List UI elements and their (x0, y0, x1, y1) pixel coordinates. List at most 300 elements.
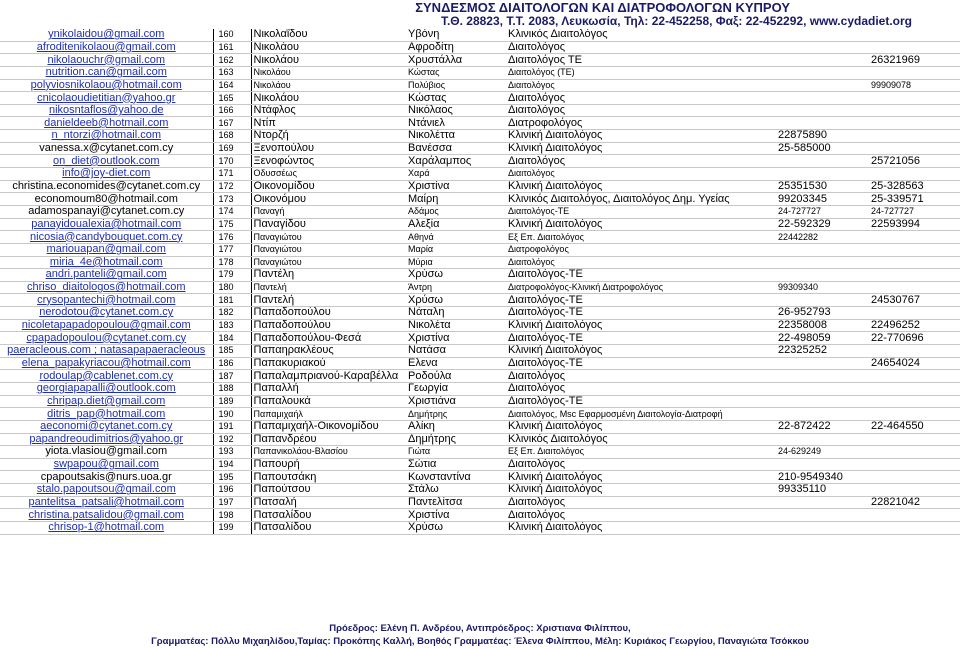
surname-cell: Ξενοπούλου (251, 142, 406, 155)
firstname-cell: Ελενα (406, 357, 506, 370)
phone2-cell (869, 130, 960, 143)
firstname-cell: Υβόνη (406, 29, 506, 41)
email-link: adamospanayi@cytanet.com.cy (0, 205, 213, 218)
phone-cell (776, 117, 869, 130)
surname-cell: Παπακυριακού (251, 357, 406, 370)
phone-cell: 25-585000 (776, 142, 869, 155)
phone2-cell: 25-339571 (869, 193, 960, 206)
title-cell: Κλινική Διαιτολόγος (506, 319, 776, 332)
table-row (0, 269, 960, 282)
surname-cell: Παπαμιχαήλ (251, 408, 406, 421)
phone2-cell: 25721056 (869, 155, 960, 168)
surname-cell: Παντελή (251, 294, 406, 307)
title-cell: Διατροφολόγος-Κλινική Διατροφολόγος (506, 281, 776, 294)
phone-cell: 22-498059 (776, 332, 869, 345)
phone2-cell (869, 471, 960, 484)
phone2-cell (869, 345, 960, 358)
email-link[interactable]: cnicolaoudietitian@yahoo.gr (0, 92, 213, 105)
firstname-cell: Μαίρη (406, 193, 506, 206)
table-row (0, 92, 960, 105)
firstname-cell: Μύρια (406, 256, 506, 269)
phone-cell (776, 408, 869, 421)
email-link[interactable]: nutrition.can@gmail.com (0, 66, 213, 79)
firstname-cell: Χρύσω (406, 294, 506, 307)
phone2-cell (869, 446, 960, 459)
email-link[interactable]: nikolaouchr@gmail.com (0, 54, 213, 67)
email-link[interactable]: nicoletapapadopoulou@gmail.com (0, 319, 213, 332)
firstname-cell: Πολύβιος (406, 79, 506, 92)
email-link[interactable]: on_diet@outlook.com (0, 155, 213, 168)
member-number: 185 (213, 345, 251, 358)
member-number: 174 (213, 205, 251, 218)
member-number: 172 (213, 180, 251, 193)
surname-cell: Παπανικολάου-Βλασίου (251, 446, 406, 459)
table-row (0, 446, 960, 459)
member-number: 186 (213, 357, 251, 370)
title-cell: Διαιτολόγος (506, 256, 776, 269)
table-row (0, 433, 960, 446)
phone-cell (776, 433, 869, 446)
phone-cell (776, 54, 869, 67)
title-cell: Διαιτολόγος (506, 104, 776, 117)
surname-cell: Παναγιώτου (251, 256, 406, 269)
surname-cell: Παπαλουκά (251, 395, 406, 408)
table-row (0, 243, 960, 256)
table-row (0, 205, 960, 218)
title-cell: Διαιτολόγος-ΤΕ (506, 307, 776, 320)
member-number: 196 (213, 484, 251, 497)
phone2-cell (869, 66, 960, 79)
member-number: 160 (213, 29, 251, 41)
phone2-cell (869, 104, 960, 117)
table-row (0, 193, 960, 206)
phone2-cell (869, 142, 960, 155)
phone-cell: 99203345 (776, 193, 869, 206)
phone2-cell (869, 458, 960, 471)
firstname-cell: Αθηνά (406, 231, 506, 244)
phone-cell (776, 521, 869, 534)
phone2-cell: 24-727727 (869, 205, 960, 218)
email-link[interactable]: danieldeeb@hotmail.com (0, 117, 213, 130)
phone-cell: 99335110 (776, 484, 869, 497)
email-link[interactable]: nerodotou@cytanet.com.cy (0, 307, 213, 320)
title-cell: Διαιτολόγος-ΤΕ (506, 332, 776, 345)
firstname-cell: Βανέσσα (406, 142, 506, 155)
email-link[interactable]: ditris_pap@hotmail.com (0, 408, 213, 421)
table-row (0, 307, 960, 320)
firstname-cell: Αλεξία (406, 218, 506, 231)
email-link[interactable]: panayidoualexia@hotmail.com (0, 218, 213, 231)
member-number: 180 (213, 281, 251, 294)
phone2-cell (869, 29, 960, 41)
phone-cell: 22-592329 (776, 218, 869, 231)
table-row (0, 420, 960, 433)
table-row (0, 408, 960, 421)
phone-cell (776, 458, 869, 471)
email-link[interactable]: chripap.diet@gmail.com (0, 395, 213, 408)
phone2-cell: 25-328563 (869, 180, 960, 193)
title-cell: Κλινική Διαιτολόγος (506, 521, 776, 534)
title-cell: Κλινικός Διαιτολόγος (506, 433, 776, 446)
table-row (0, 332, 960, 345)
surname-cell: Παπαδοπούλου-Φεσά (251, 332, 406, 345)
surname-cell: Πατσαλίδου (251, 509, 406, 522)
phone-cell (776, 243, 869, 256)
email-link[interactable]: miria_4e@hotmail.com (0, 256, 213, 269)
surname-cell: Παναγή (251, 205, 406, 218)
phone-cell: 24-727727 (776, 205, 869, 218)
table-row (0, 104, 960, 117)
firstname-cell: Χαράλαμπος (406, 155, 506, 168)
table-row (0, 180, 960, 193)
email-link[interactable]: andri.panteli@gmail.com (0, 269, 213, 282)
surname-cell: Ντίπ (251, 117, 406, 130)
member-number: 175 (213, 218, 251, 231)
title-cell: Κλινική Διαιτολόγος (506, 484, 776, 497)
member-number: 168 (213, 130, 251, 143)
title-cell: Διαιτολόγος-ΤΕ (506, 294, 776, 307)
firstname-cell: Κώστας (406, 66, 506, 79)
surname-cell: Ντορζή (251, 130, 406, 143)
surname-cell: Παπαδοπούλου (251, 319, 406, 332)
phone-cell (776, 168, 869, 181)
title-cell: Κλινική Διαιτολόγος (506, 420, 776, 433)
member-number: 177 (213, 243, 251, 256)
firstname-cell: Χρύσω (406, 521, 506, 534)
title-cell: Κλινική Διαιτολόγος (506, 345, 776, 358)
phone2-cell (869, 395, 960, 408)
phone2-cell (869, 231, 960, 244)
email-link: yiota.vlasiou@gmail.com (0, 446, 213, 459)
firstname-cell: Χαρά (406, 168, 506, 181)
table-row (0, 521, 960, 534)
title-cell: Κλινικός Διαιτολόγος (506, 29, 776, 41)
email-link: christina.economides@cytanet.com.cy (0, 180, 213, 193)
firstname-cell: Νατάσα (406, 345, 506, 358)
email-link[interactable]: pantelitsa_patsali@hotmail.com (0, 496, 213, 509)
member-number: 163 (213, 66, 251, 79)
phone2-cell (869, 41, 960, 54)
surname-cell: Παναγιώτου (251, 243, 406, 256)
table-row (0, 218, 960, 231)
member-number: 193 (213, 446, 251, 459)
phone-cell (776, 92, 869, 105)
table-row (0, 294, 960, 307)
member-number: 184 (213, 332, 251, 345)
title-cell: Κλινικός Διαιτολόγος, Διαιτολόγος Δημ. Υγείας (506, 193, 776, 206)
table-row (0, 319, 960, 332)
title-cell: Διαιτολόγος (506, 496, 776, 509)
surname-cell: Παντέλη (251, 269, 406, 282)
surname-cell: Πατσαλίδου (251, 521, 406, 534)
email-link[interactable]: christina.patsalidou@gmail.com (0, 509, 213, 522)
title-cell: Διαιτολόγος (506, 509, 776, 522)
members-table (0, 29, 960, 535)
member-number: 190 (213, 408, 251, 421)
table-row (0, 357, 960, 370)
firstname-cell: Γιώτα (406, 446, 506, 459)
phone2-cell (869, 281, 960, 294)
member-number: 162 (213, 54, 251, 67)
firstname-cell: Γεωργία (406, 382, 506, 395)
surname-cell: Ντάφλος (251, 104, 406, 117)
surname-cell: Παναγιώτου (251, 231, 406, 244)
title-cell: Κλινική Διαιτολόγος (506, 180, 776, 193)
table-row (0, 509, 960, 522)
title-cell: Διαιτολόγος-ΤΕ (506, 269, 776, 282)
surname-cell: Παπαλλή (251, 382, 406, 395)
table-row (0, 54, 960, 67)
surname-cell: Παπαμιχαήλ-Οικονομίδου (251, 420, 406, 433)
phone2-cell (869, 269, 960, 282)
email-link[interactable]: georgiapapalli@outlook.com (0, 382, 213, 395)
phone2-cell: 22593994 (869, 218, 960, 231)
member-number: 178 (213, 256, 251, 269)
phone2-cell (869, 521, 960, 534)
member-number: 166 (213, 104, 251, 117)
surname-cell: Νικολάου (251, 54, 406, 67)
title-cell: Διαιτολόγος (506, 79, 776, 92)
table-row (0, 458, 960, 471)
table-row (0, 231, 960, 244)
member-number: 195 (213, 471, 251, 484)
table-row (0, 168, 960, 181)
surname-cell: Νικολάου (251, 41, 406, 54)
email-link: vanessa.x@cytanet.com.cy (0, 142, 213, 155)
title-cell: Διαιτολόγος-ΤΕ (506, 205, 776, 218)
phone-cell (776, 382, 869, 395)
surname-cell: Παπουτσάκη (251, 471, 406, 484)
phone-cell (776, 294, 869, 307)
table-row (0, 471, 960, 484)
email-link[interactable]: nikosntaflos@yahoo.de (0, 104, 213, 117)
member-number: 198 (213, 509, 251, 522)
phone2-cell: 24530767 (869, 294, 960, 307)
footer (0, 622, 960, 648)
title-cell: Διαιτολόγος-ΤΕ (506, 357, 776, 370)
phone2-cell: 22-770696 (869, 332, 960, 345)
phone2-cell (869, 92, 960, 105)
member-number: 170 (213, 155, 251, 168)
phone2-cell: 22496252 (869, 319, 960, 332)
title-cell: Εξ Επ. Διαιτολόγος (506, 231, 776, 244)
email-link[interactable]: swpapou@gmail.com (0, 458, 213, 471)
email-link: cpapoutsakis@nurs.uoa.gr (0, 471, 213, 484)
email-link[interactable]: rodoulap@cablenet.com.cy (0, 370, 213, 383)
email-link[interactable]: stalo.papoutsou@gmail.com (0, 484, 213, 497)
table-row (0, 496, 960, 509)
firstname-cell: Κωνσταντίνα (406, 471, 506, 484)
phone-cell: 24-629249 (776, 446, 869, 459)
phone2-cell: 22-464550 (869, 420, 960, 433)
phone-cell: 22442282 (776, 231, 869, 244)
table-row (0, 395, 960, 408)
surname-cell: Νικολάου (251, 66, 406, 79)
association-title: ΣΥΝΔΕΣΜΟΣ ΔΙΑΙΤΟΛΟΓΩΝ ΚΑΙ ΔΙΑΤΡΟΦΟΛΟΓΩΝ ΚΥΠΡΟΥ (415, 0, 790, 15)
phone-cell (776, 41, 869, 54)
firstname-cell: Νικολέττα (406, 130, 506, 143)
firstname-cell: Νάταλη (406, 307, 506, 320)
email-link[interactable]: nicosia@candybouquet.com.cy (0, 231, 213, 244)
firstname-cell: Χριστιάνα (406, 395, 506, 408)
surname-cell: Παπαλαμπριανού-Καραβέλλα (251, 370, 406, 383)
phone-cell: 26-952793 (776, 307, 869, 320)
footer-members-line: Γραμματέας: Πόλλυ Μιχαηλίδου,Ταμίας: Προκόπης Καλλή, Βοηθός Γραμματέας: Έλενα Φιλίππου, Μέλη: Κυριάκος Γεωργίου, Παναγιώτα Τσόκκου (151, 636, 809, 647)
firstname-cell: Μαρία (406, 243, 506, 256)
title-cell: Διαιτολόγος (ΤΕ) (506, 66, 776, 79)
title-cell: Διαιτολόγος ΤΕ (506, 54, 776, 67)
title-cell: Κλινική Διαιτολόγος (506, 218, 776, 231)
title-cell: Εξ Επ. Διαιτολόγος (506, 446, 776, 459)
firstname-cell: Αδάμος (406, 205, 506, 218)
member-number: 188 (213, 382, 251, 395)
phone-cell (776, 509, 869, 522)
table-row (0, 41, 960, 54)
table-row (0, 370, 960, 383)
surname-cell: Παπούτσου (251, 484, 406, 497)
title-cell: Διαιτολόγος (506, 41, 776, 54)
member-number: 192 (213, 433, 251, 446)
member-number: 187 (213, 370, 251, 383)
phone2-cell (869, 370, 960, 383)
member-number: 173 (213, 193, 251, 206)
phone-cell (776, 395, 869, 408)
firstname-cell: Δημήτρης (406, 433, 506, 446)
firstname-cell: Χριστίνα (406, 180, 506, 193)
phone2-cell (869, 307, 960, 320)
email-link[interactable]: ynikolaidou@gmail.com (0, 29, 213, 41)
phone-cell: 210-9549340 (776, 471, 869, 484)
member-number: 189 (213, 395, 251, 408)
phone-cell: 22-872422 (776, 420, 869, 433)
phone2-cell (869, 117, 960, 130)
phone-cell (776, 496, 869, 509)
phone2-cell: 26321969 (869, 54, 960, 67)
member-number: 197 (213, 496, 251, 509)
firstname-cell: Άντρη (406, 281, 506, 294)
email-link[interactable]: n_ntorzi@hotmail.com (0, 130, 213, 143)
table-row (0, 130, 960, 143)
table-row (0, 142, 960, 155)
member-number: 199 (213, 521, 251, 534)
phone2-cell: 99909078 (869, 79, 960, 92)
email-link[interactable]: mariouapan@gmail.com (0, 243, 213, 256)
title-cell: Κλινική Διαιτολόγος (506, 130, 776, 143)
surname-cell: Νικολάου (251, 79, 406, 92)
phone-cell (776, 256, 869, 269)
table-row (0, 345, 960, 358)
firstname-cell: Νικόλαος (406, 104, 506, 117)
email-link[interactable]: polyviosnikolaou@hotmail.com (0, 79, 213, 92)
title-cell: Διαιτολόγος (506, 92, 776, 105)
phone-cell (776, 269, 869, 282)
email-link[interactable]: afroditenikolaou@gmail.com (0, 41, 213, 54)
phone2-cell (869, 509, 960, 522)
firstname-cell: Νικολέτα (406, 319, 506, 332)
email-link[interactable]: info@joy-diet.com (0, 168, 213, 181)
member-number: 182 (213, 307, 251, 320)
member-number: 191 (213, 420, 251, 433)
title-cell: Διαιτολόγος (506, 168, 776, 181)
title-cell: Διατροφολόγος (506, 117, 776, 130)
email-link[interactable]: elena_papakyriacou@hotmail.com (0, 357, 213, 370)
surname-cell: Παντελή (251, 281, 406, 294)
firstname-cell: Στάλω (406, 484, 506, 497)
firstname-cell: Αφροδίτη (406, 41, 506, 54)
member-number: 165 (213, 92, 251, 105)
title-cell: Διαιτολόγος (506, 370, 776, 383)
surname-cell: Ξενοφώντος (251, 155, 406, 168)
surname-cell: Παναγίδου (251, 218, 406, 231)
firstname-cell: Δημήτρης (406, 408, 506, 421)
surname-cell: Παπαηρακλέους (251, 345, 406, 358)
table-row (0, 117, 960, 130)
surname-cell: Πατσαλή (251, 496, 406, 509)
phone2-cell (869, 408, 960, 421)
table-row (0, 484, 960, 497)
phone2-cell (869, 168, 960, 181)
surname-cell: Νικολαΐδου (251, 29, 406, 41)
title-cell: Διαιτολόγος, Msc Εφαρμοσμένη Διαιτολογία-Διατροφή (506, 408, 776, 421)
surname-cell: Παπουρή (251, 458, 406, 471)
email-link[interactable]: aeconomi@cytanet.com.cy (0, 420, 213, 433)
email-link: economoum80@hotmail.com (0, 193, 213, 206)
letterhead (0, 0, 960, 30)
surname-cell: Παπαδοπούλου (251, 307, 406, 320)
member-number: 176 (213, 231, 251, 244)
phone-cell (776, 104, 869, 117)
email-link[interactable]: chrisop-1@hotmail.com (0, 521, 213, 534)
firstname-cell: Αλίκη (406, 420, 506, 433)
member-number: 161 (213, 41, 251, 54)
firstname-cell: Παντελίτσα (406, 496, 506, 509)
phone2-cell (869, 433, 960, 446)
phone2-cell: 24654024 (869, 357, 960, 370)
phone-cell (776, 79, 869, 92)
surname-cell: Οδυσσέως (251, 168, 406, 181)
email-link[interactable]: papandreoudimitrios@yahoo.gr (0, 433, 213, 446)
table-row (0, 29, 960, 41)
email-link[interactable]: crysopantechi@hotmail.com (0, 294, 213, 307)
firstname-cell: Χριστίνα (406, 332, 506, 345)
surname-cell: Νικολάου (251, 92, 406, 105)
firstname-cell: Χρύσω (406, 269, 506, 282)
member-number: 164 (213, 79, 251, 92)
member-number: 183 (213, 319, 251, 332)
email-link[interactable]: chriso_diaitologos@hotmail.com (0, 281, 213, 294)
title-cell: Διαιτολόγος (506, 458, 776, 471)
phone-cell (776, 155, 869, 168)
phone2-cell: 22821042 (869, 496, 960, 509)
phone-cell: 22325252 (776, 345, 869, 358)
phone2-cell (869, 256, 960, 269)
table-row (0, 281, 960, 294)
member-number: 169 (213, 142, 251, 155)
email-link[interactable]: cpapadopoulou@cytanet.com.cy (0, 332, 213, 345)
title-cell: Διαιτολόγος-ΤΕ (506, 395, 776, 408)
phone2-cell (869, 382, 960, 395)
phone-cell (776, 357, 869, 370)
email-link[interactable]: paeracleous.com ; natasapapaeracleous (0, 345, 213, 358)
member-number: 179 (213, 269, 251, 282)
association-contact: Τ.Θ. 28823, Τ.Τ. 2083, Λευκωσία, Τηλ: 22-452258, Φαξ: 22-452292, www.cydadiet.org (440, 14, 912, 28)
member-number: 194 (213, 458, 251, 471)
firstname-cell: Χρυστάλλα (406, 54, 506, 67)
table-row (0, 382, 960, 395)
firstname-cell: Σώτια (406, 458, 506, 471)
surname-cell: Παπανδρέου (251, 433, 406, 446)
title-cell: Κλινική Διαιτολόγος (506, 142, 776, 155)
